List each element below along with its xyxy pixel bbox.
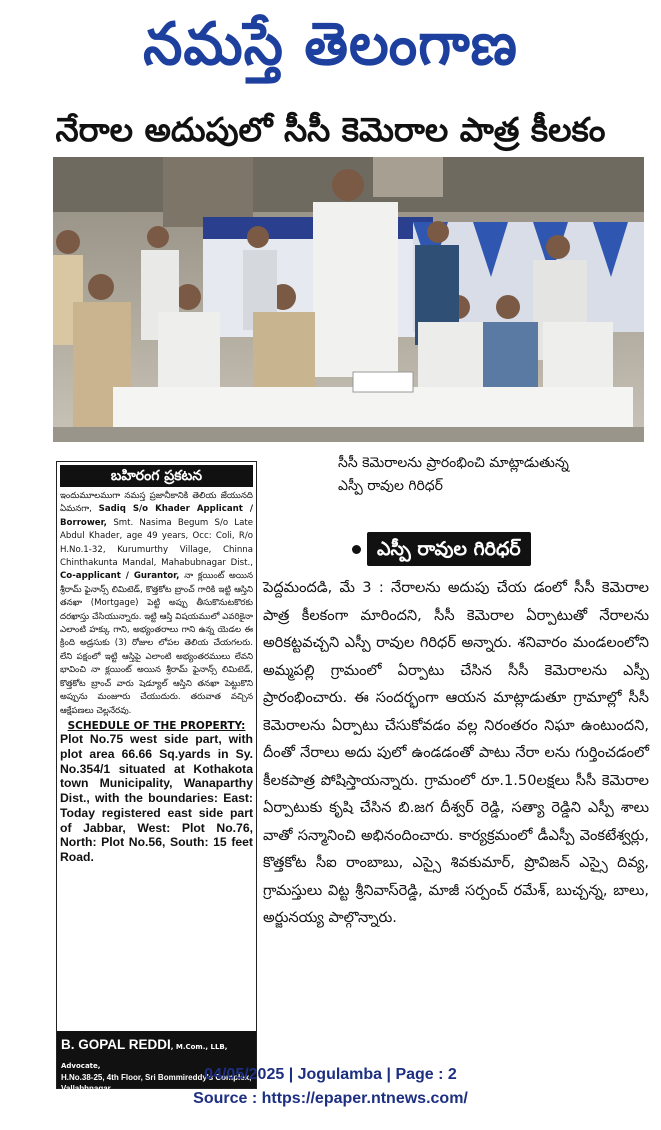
newspaper-logo: నమస్తే తెలంగాణ xyxy=(143,10,518,79)
advocate-name: B. GOPAL REDDI xyxy=(61,1037,171,1052)
west-label: West: xyxy=(137,820,182,835)
schedule-title: SCHEDULE OF THE PROPERTY: xyxy=(67,719,246,732)
ad-title-bar xyxy=(60,465,253,487)
ad-body xyxy=(60,490,253,718)
headline: నేరాల అదుపులో సీసీ కెమెరాల పాత్ర కీలకం xyxy=(55,110,606,149)
advocate-quals: , M.Com., LLB, Advocate, xyxy=(61,1043,228,1070)
ad-borrower-role: Applicant / Borrower, xyxy=(60,504,253,528)
caption-line-1: సీసీ కెమెరాలను ప్రారంభించి మాట్లాడుతున్న xyxy=(338,455,569,471)
advocate-address: H.No.38-25, 4th Floor, Sri Bommireddy's Complex, Vallabhnagar, xyxy=(61,1073,252,1093)
ad-body-rest: నా క్లయింట్ అయిన శ్రీరామ్ ఫైనాన్స్ లిమిటెడ్, కొత్తకోట బ్రాంచ్ గారికి ఇట్టి ఆస్తిని తనఖా (Mortgage) పెట్టి అప్పు తీసుకొనుటకొరకు దరఖాస్తు చేసియున్నారు. ఇట్టి ఆస్తి విషయములో ఎవరికైనా ఎలాంటి హక్కు గాని, అభ్యంతరాలు గాని ఉన్న యెడల ఈ క్రింది అడ్రసుకు (3) రోజుల లోపల తెలియ చేయగలరు. లేని పక్షంలో ఇట్టి ఆస్తిపై ఎలాంటి అభ్యంతరములు లేవని భావించి నా క్లయింట్ అయిన శ్రీరామ్ ఫైనాన్స్ లిమిటెడ్, కొత్తకోట బ్రాంచ్ వారు షెడ్యూల్ ఆస్తిని తనఖా పెట్టుకొని అప్పును మంజూరు చేయుదురు. తరువాత వచ్చిన ఆక్షేపణలు చెల్లనేరవు. xyxy=(60,571,253,716)
west-text: Plot No.76, xyxy=(181,820,253,835)
schedule-body: Plot No.75 west side part, with plot area 66.66 Sq.yards in Sy. No.354/1 situated at Kothakota town Municipality, Wanaparthy Dist., with the boundaries: xyxy=(60,731,253,806)
south-text: 15 feet Road. xyxy=(60,835,253,865)
ad-coapplicant: Co-applicant / Gurantor, xyxy=(60,571,185,582)
south-label: South: xyxy=(169,835,214,850)
byline-text: ఎస్పీ రావుల గిరిధర్ xyxy=(367,532,531,566)
masthead xyxy=(0,6,661,84)
caption-line-2: ఎస్పీ రావుల గిరిధర్ xyxy=(338,478,443,494)
public-notice-advertisement xyxy=(56,461,257,1119)
schedule-text xyxy=(60,732,253,865)
footer-date-edition: 04/05/2025 | Jogulamba | Page : 2 xyxy=(204,1066,457,1083)
east-label: East: xyxy=(223,791,253,806)
news-photo xyxy=(53,157,644,442)
byline xyxy=(352,532,531,566)
north-label: North: xyxy=(60,835,102,850)
article-body: పెద్దమందడి, మే 3 : నేరాలను అదుపు చేయ డంలో సీసీ కెమెరాల పాత్ర కీలకంగా మారిందని, సీసీ కెమెరాల ఏర్పాటుతో నేరాలను అరికట్టవచ్చని ఎస్పీ రావుల గిరిధర్ అన్నారు. శనివారం మండలంలోని అమ్మపల్లి గ్రామంలో ఏర్పాటు చేసిన సీసీ కెమెరాలను ఎస్పీ ప్రారంభించారు. ఈ సందర్భంగా ఆయన మాట్లాడుతూ గ్రామాల్లో సీసీ కెమెరాలను ఏర్పాటు చేసుకోవడం వల్ల నిరంతరం నిఘా ఉంటుందని, దీంతో నేరాలు అదు పులో ఉండడంతో పాటు నేరా లను గుర్తించడంలో కీలకపాత్ర పోషిస్తాయన్నారు. గ్రామంలో రూ.1.50లక్షలు సీసీ కెమెరాల ఏర్పాటుకు కృషి చేసిన బి.జగ దీశ్వర్ రెడ్డి, సత్యా రెడ్డిని ఎస్పీ శాలు వాతో సన్మానించి అభినందించారు. కార్యక్రమంలో డీఎస్పీ వెంకటేశ్వర్లు, కొత్తకోట సీఐ రాంబాబు, ఎస్సై శివకుమార్, ప్రొవిజన్ ఎస్సై దివ్య, గ్రామస్తులు విట్ట శ్రీనివాస్‌రెడ్డి, మాజీ సర్పంచ్ రమేశ్, బుచ్చన్న, బాలు, అర్జునయ్య పాల్గొన్నారు. xyxy=(263,579,649,926)
photo-icon xyxy=(53,157,644,442)
advocate-address-2: Wanaparthy Town & Dist. Cell:9490007106 xyxy=(61,1094,187,1119)
footer-source: Source : https://epaper.ntnews.com/ xyxy=(193,1090,468,1107)
ad-borrower-details: Smt. Nasima Begum S/o Late Abdul Khader, age 49 years, Occ: Coli, R/o H.No.1-32, Kurumurthy Village, Chinna Chinthakunta Mandal, Mahabubnagar Dist., xyxy=(60,517,254,569)
photo-caption xyxy=(338,452,648,498)
ad-title: బహిరంగ ప్రకటన xyxy=(110,468,203,484)
bullet-icon xyxy=(352,545,361,554)
east-text: Today registered east side part of Jabbar, xyxy=(60,805,253,835)
ad-intro: ఇందుమూలముగా నమస్త ప్రజానీకానికి తెలియ జేయునది ఏమనగా, xyxy=(60,491,253,515)
ad-borrower: Sadiq S/o Khader xyxy=(98,504,197,515)
north-text: Plot No.56, xyxy=(101,835,170,850)
